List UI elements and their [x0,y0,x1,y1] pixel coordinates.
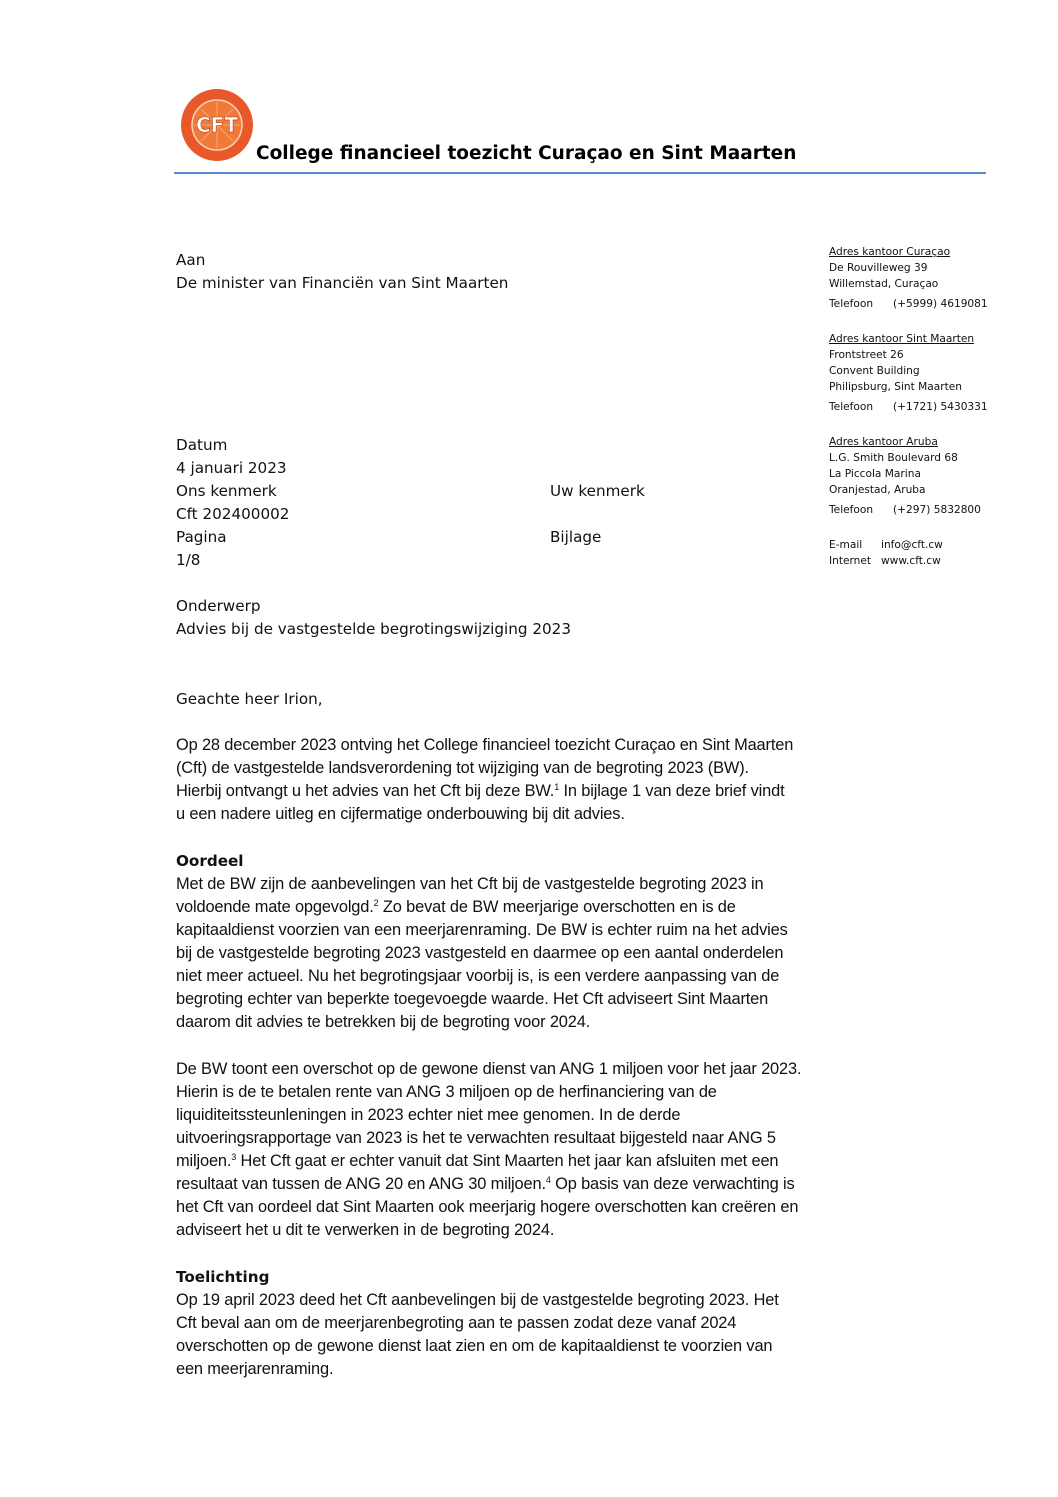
phone-value: (+1721) 5430331 [893,401,988,413]
office-sint-maarten-phone [829,399,988,415]
subject-label: Onderwerp [176,597,261,615]
office-sint-maarten [829,331,988,415]
contact-info [829,537,943,569]
salutation: Geachte heer Irion, [176,690,323,708]
organization-title: College financieel toezicht Curaçao en Sint Maarten [256,143,797,164]
office-curacao-city: Willemstad, Curaçao [829,278,939,290]
office-curacao [829,244,988,312]
phone-label: Telefoon [829,298,874,310]
office-aruba-phone [829,502,981,518]
cft-logo-icon [178,88,256,162]
svg-text:CFT: CFT [196,113,238,137]
website-link[interactable]: www.cft.cw [881,555,941,567]
date-value: 4 januari 2023 [176,459,287,477]
footnote-ref-3[interactable]: 3 [231,1152,237,1162]
date-label: Datum [176,436,228,454]
section-heading-oordeel: Oordeel [176,852,244,870]
addressee-label: Aan [176,251,206,269]
office-curacao-phone [829,296,988,312]
office-aruba-city: Oranjestad, Aruba [829,484,926,496]
office-curacao-street: De Rouvilleweg 39 [829,262,928,274]
our-reference-label: Ons kenmerk [176,482,277,500]
header-divider [174,172,986,174]
email-link[interactable]: info@cft.cw [881,539,943,551]
office-aruba-street: L.G. Smith Boulevard 68 [829,452,958,464]
email-row [829,537,943,553]
internet-label: Internet [829,555,872,567]
phone-label: Telefoon [829,504,874,516]
office-sint-maarten-city: Philipsburg, Sint Maarten [829,381,963,393]
addressee-value: De minister van Financiën van Sint Maarten [176,274,509,292]
subject-value: Advies bij de vastgestelde begrotingswijziging 2023 [176,620,572,638]
footnote-ref-2[interactable]: 2 [373,898,379,908]
toelichting-paragraph: Op 19 april 2023 deed het Cft aanbevelingen bij de vastgestelde begroting 2023. Het Cft beval aan om de meerjarenbegroting aan te passen zodat deze vanaf 2024 overschotten op de gewone dienst laat zien en om de kapitaaldienst te voorzien van een meerjarenraming. [176,1291,779,1378]
office-curacao-heading: Adres kantoor Curaçao [829,246,951,258]
page-label: Pagina [176,528,227,546]
attachment-label: Bijlage [550,528,602,546]
page-value: 1/8 [176,551,201,569]
office-sint-maarten-street: Frontstreet 26 [829,349,904,361]
section-heading-toelichting: Toelichting [176,1268,270,1286]
phone-value: (+297) 5832800 [893,504,981,516]
office-aruba-building: La Piccola Marina [829,468,921,480]
office-sint-maarten-building: Convent Building [829,365,920,377]
internet-row [829,553,943,569]
phone-label: Telefoon [829,401,874,413]
office-sint-maarten-heading: Adres kantoor Sint Maarten [829,333,975,345]
overschot-paragraph: De BW toont een overschot op de gewone dienst van ANG 1 miljoen voor het jaar 2023. Hierin is de te betalen rente van ANG 3 miljoen op de herfinanciering van de liquiditeitssteunleningen in 2023 echter niet mee genomen. In de derde uitvoeringsrapportage van 2023 is het te verwachten resultaat bijgesteld naar ANG 5 miljoen.$^3$ Het Cft gaat er echter vanuit dat Sint Maarten het jaar kan afsluiten met een resultaat van tussen de ANG 20 en ANG 30 miljoen.$^4$ Op basis van deze verwachting is het Cft van oordeel dat Sint Maarten ook meerjarig hogere overschotten kan creëren en adviseert het u dit te verwerken in de begroting 2024. [176,1060,802,1239]
cft-logo [178,88,256,162]
office-aruba [829,434,981,518]
oordeel-paragraph: Met de BW zijn de aanbevelingen van het Cft bij de vastgestelde begroting 2023 in voldoende mate opgevolgd.$^2$ Zo bevat de BW meerjarige overschotten en is de kapitaaldienst voorzien van een meerjarenraming. De BW is echter ruim na het advies bij de vastgestelde begroting 2023 vastgesteld en daarmee op een aantal onderdelen niet meer actueel. Nu het begrotingsjaar voorbij is, is een verdere aanpassing van de begroting echter van beperkte toegevoegde waarde. Het Cft adviseert Sint Maarten daarom dit advies te betrekken bij de begroting voor 2024. [176,875,788,1031]
your-reference-label: Uw kenmerk [550,482,645,500]
our-reference-value: Cft 202400002 [176,505,290,523]
email-label: E-mail [829,539,863,551]
footnote-ref-4[interactable]: 4 [545,1175,551,1185]
footnote-ref-1[interactable]: 1 [554,782,560,792]
intro-paragraph: Op 28 december 2023 ontving het College financieel toezicht Curaçao en Sint Maarten (Cft) de vastgestelde landsverordening tot wijziging van de begroting 2023 (BW). Hierbij ontvangt u het advies van het Cft bij deze BW.$^1$ In bijlage 1 van deze brief vindt u een nadere uitleg en cijfermatige onderbouwing bij dit advies. [176,736,794,823]
office-aruba-heading: Adres kantoor Aruba [829,436,938,448]
phone-value: (+5999) 4619081 [893,298,988,310]
